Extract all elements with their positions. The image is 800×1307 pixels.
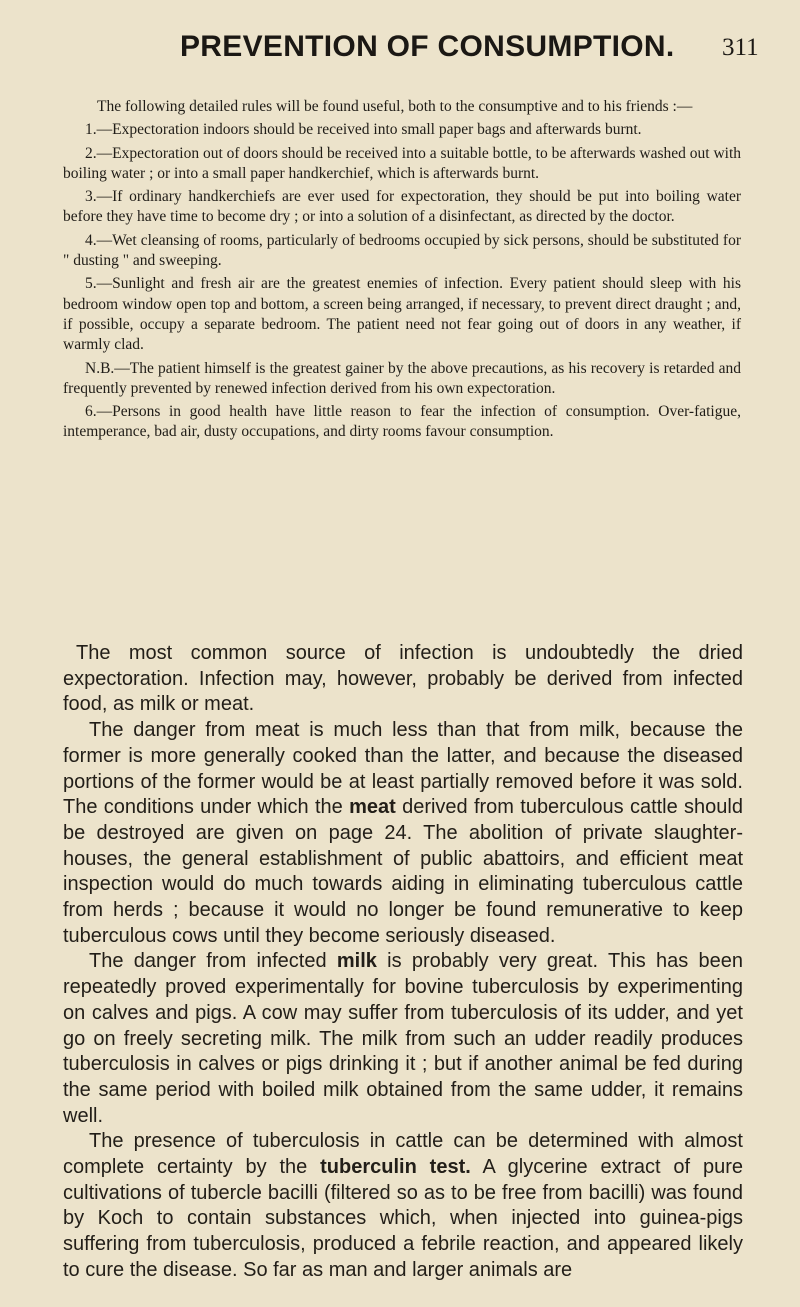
body-paragraph: The most common source of infection is undoubtedly the dried expectoration. Infection may, however, probably be derived from infected food, as milk or meat.	[63, 642, 743, 716]
body-paragraph	[63, 1129, 743, 1283]
keyword-meat: meat	[349, 796, 396, 819]
body-text-run: is probably very great. This has been repeatedly proved experimentally for bovine tuberculosis by experimenting on calves and pigs. A cow may suffer from tuberculosis of its udder, and yet go on freely secreting milk. The milk from such an udder readily produces tuberculosis in calves or pigs drinking it ; but if another animal be fed during the same period with boiled milk obtained from the same udder, it remains well.	[63, 950, 743, 1127]
rules-intro: The following detailed rules will be found useful, both to the consumptive and to his friends :—	[97, 98, 693, 115]
keyword-tuberculin-test: tuberculin test.	[320, 1156, 471, 1179]
body-text-run: The danger from infected	[89, 950, 327, 973]
body-text-run: A glycerine extract of pure cultivations of tubercle bacilli (filtered so as to be free from bacilli) was found by Koch to contain substances which, when injected into guinea-pigs suffering from tuberculosis, produced a febrile reaction, and appeared likely to cure the disease. So far as man and larger animals are	[63, 1156, 743, 1281]
body-text-run: derived from tuberculous cattle should be destroyed are given on page 24. The abolition of private slaughter-houses, the general establishment of public abattoirs, and efficient meat inspection would do much towards aiding in eliminating tuberculous cattle from herds ; because it would no longer be found remunerative to keep tuberculous cows until they become seriously diseased.	[63, 796, 743, 947]
rule-item: 6.—Persons in good health have little reason to fear the infection of consumption. Over-fatigue, intemperance, bad air, dusty occupations, and dirty rooms favour consumption.	[63, 403, 741, 441]
body-paragraph	[63, 718, 743, 949]
rule-note: N.B.—The patient himself is the greatest gainer by the above precautions, as his recovery is retarded and frequently prevented by renewed infection derived from his own expectoration.	[63, 359, 741, 397]
body-text	[63, 641, 743, 1284]
rule-item: 2.—Expectoration out of doors should be received into a suitable bottle, to be afterwards washed out with boiling water ; or into a small paper handkerchief, which is afterwards burnt.	[63, 144, 741, 182]
body-paragraph	[63, 949, 743, 1129]
rule-item: 3.—If ordinary handkerchiefs are ever used for expectoration, they should be put into boiling water before they have time to become dry ; or into a solution of a disinfectant, as directed by the doctor.	[63, 188, 741, 226]
rules-section	[63, 97, 741, 446]
keyword-milk: milk	[336, 950, 377, 973]
rule-item: 4.—Wet cleansing of rooms, particularly of bedrooms occupied by sick persons, should be substituted for " dusting " and sweeping.	[63, 231, 741, 270]
page-number: 311	[722, 34, 759, 61]
body-text-run: The presence of tuberculosis in cattle can be determined with almost complete certainty by the	[63, 1130, 743, 1179]
running-head	[0, 22, 800, 62]
rule-item: 1.—Expectoration indoors should be received into small paper bags and afterwards burnt.	[85, 121, 642, 139]
rule-item: 5.—Sunlight and fresh air are the greatest enemies of infection. Every patient should sleep with his bedroom window open top and bottom, a screen being arranged, if necessary, to prevent direct draught ; and, if possible, occupy a separate bedroom. The patient need not fear going out of doors in any weather, if warmly clad.	[63, 275, 741, 354]
running-title: PREVENTION OF CONSUMPTION.	[180, 30, 675, 63]
body-text-run: The danger from meat is much less than that from milk, because the former is more generally cooked than the latter, and because the diseased portions of the former would be at least partially removed before it was sold. The conditions under which the	[63, 719, 743, 819]
